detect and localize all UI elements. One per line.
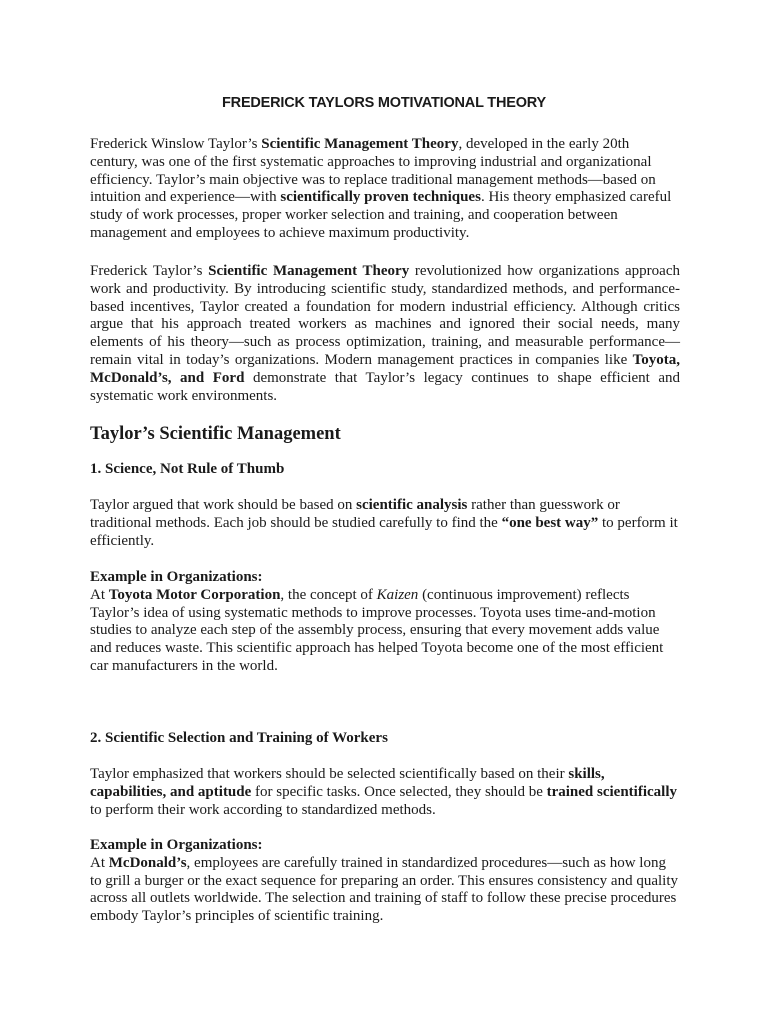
principle-2-body: Taylor emphasized that workers should be selected scientifically based on their skills, capabilities, and aptitude for specific tasks. Once selected, they should be trained scientifically to perform their work according to standardized methods. — [90, 766, 678, 818]
example-label: Example in Organizations: — [90, 569, 263, 585]
example-label: Example in Organizations: — [90, 837, 263, 853]
principle-2-heading: 2. Scientific Selection and Training of Workers — [90, 730, 388, 746]
principle-2-example: Example in Organizations: At McDonald’s, employees are carefully trained in standardized procedures—such as how long to grill a burger or the exact sequence for preparing an order. This ensures consistency and quality across all outlets worldwide. The selection and training of staff to follow these precise procedures embody Taylor’s principles of scientific training. — [90, 837, 679, 925]
principle-1-example: Example in Organizations: At Toyota Motor Corporation, the concept of Kaizen (continuous improvement) reflects Taylor’s idea of using systematic methods to improve processes. Toyota uses time-and-motion studies to analyze each step of the assembly process, ensuring that every movement adds value and reduces waste. This scientific approach has helped Toyota become one of the most efficient car manufacturers in the world. — [90, 569, 680, 676]
section-heading: Taylor’s Scientific Management — [90, 424, 341, 444]
intro-paragraph-2: Frederick Taylor’s Scientific Management Theory revolutionized how organizations approach work and productivity. By introducing scientific study, standardized methods, and performance-based incentives, Taylor created a foundation for modern industrial efficiency. Although critics argue that his approach treated workers as machines and ignored their social needs, many elements of his theory—such as process optimization, training, and measurable performance—remain vital in today’s organizations. Modern management practices in companies like Toyota, McDonald’s, and Ford demonstrate that Taylor’s legacy continues to shape efficient and systematic work environments. — [90, 263, 681, 404]
intro-paragraph-1: Frederick Winslow Taylor’s Scientific Management Theory, developed in the early 20th century, was one of the first systematic approaches to improving industrial and organizational efficiency. Taylor’s main objective was to replace traditional management methods—based on intuition and experience—with scientifically proven techniques. His theory emphasized careful study of work processes, proper worker selection and training, and cooperation between management and employees to achieve maximum productivity. — [90, 136, 672, 241]
principle-1-body: Taylor argued that work should be based on scientific analysis rather than guesswork or traditional methods. Each job should be studied carefully to find the “one best way” to perform it efficiently. — [90, 497, 678, 549]
principle-1-heading: 1. Science, Not Rule of Thumb — [90, 461, 285, 477]
document-title: FREDERICK TAYLORS MOTIVATIONAL THEORY — [222, 95, 546, 111]
